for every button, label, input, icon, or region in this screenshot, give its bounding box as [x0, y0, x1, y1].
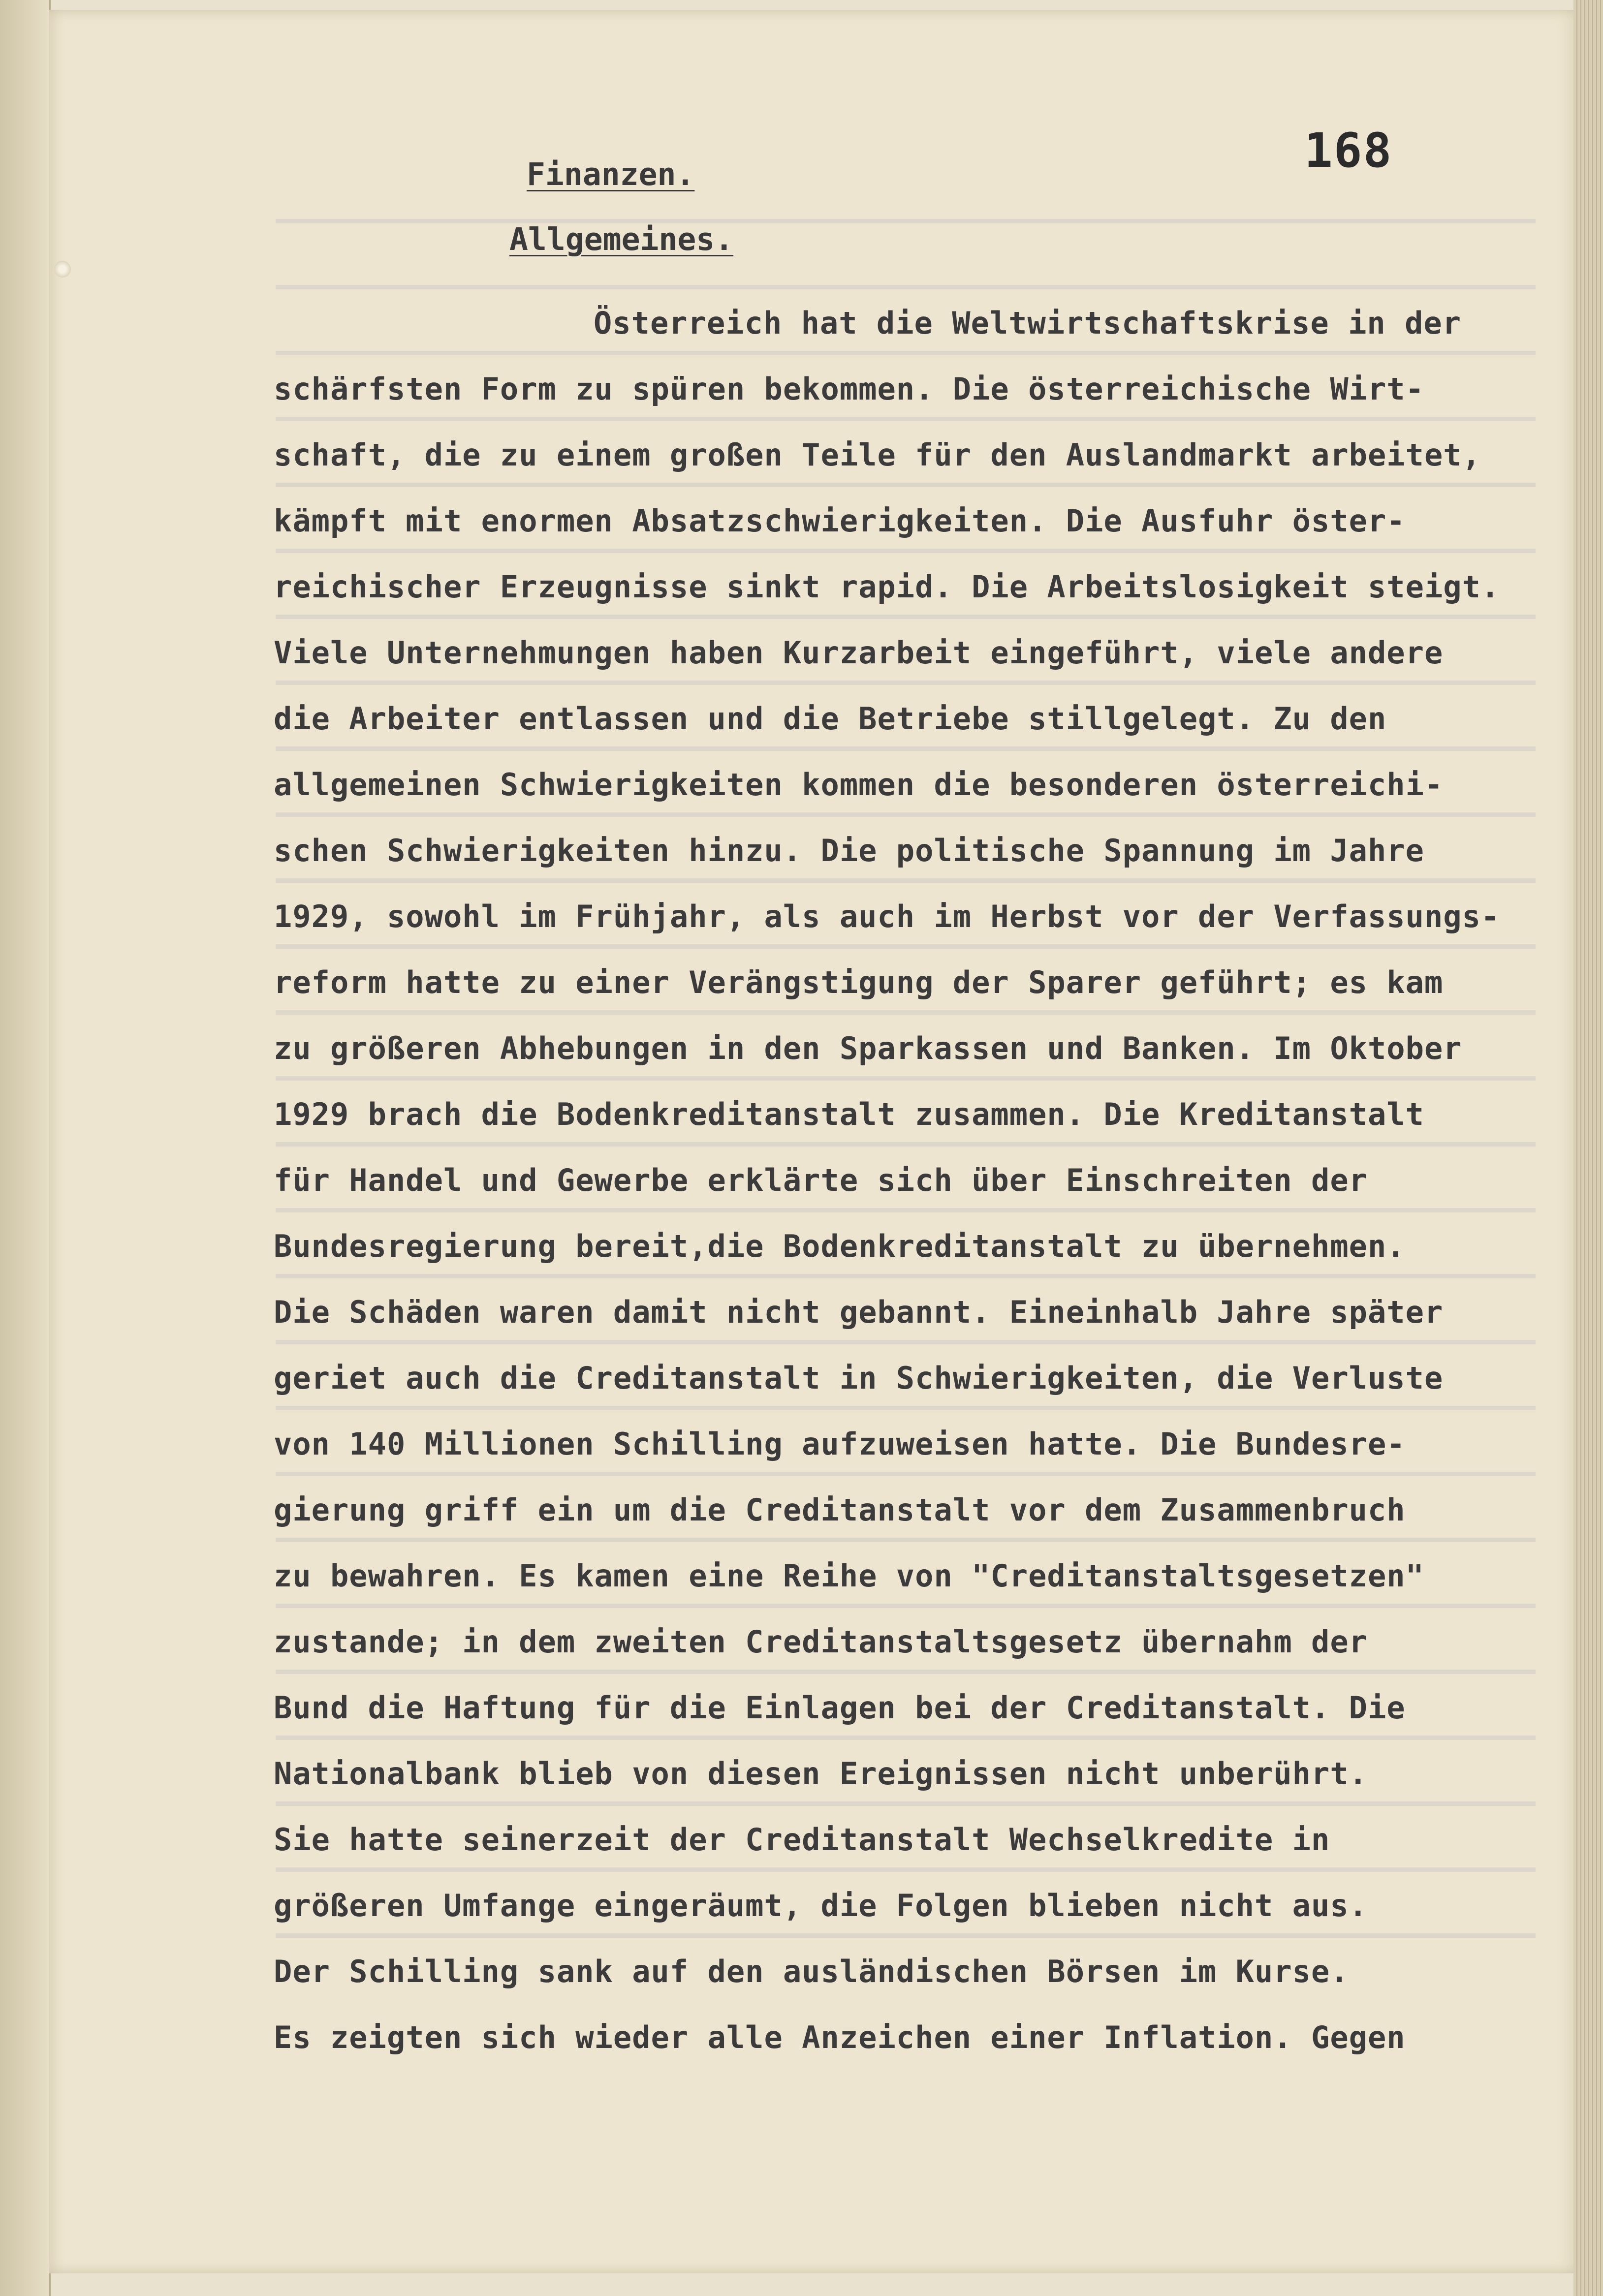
text-line: für Handel und Gewerbe erklärte sich über Einschreiten der — [274, 1162, 1368, 1198]
text-line: kämpft mit enormen Absatzschwierigkeiten. Die Ausfuhr öster- — [274, 503, 1406, 539]
text-line: zustande; in dem zweiten Creditanstaltsgesetz übernahm der — [274, 1624, 1368, 1660]
text-line: von 140 Millionen Schilling aufzuweisen hatte. Die Bundesre- — [274, 1426, 1406, 1462]
text-line: die Arbeiter entlassen und die Betriebe stillgelegt. Zu den — [274, 701, 1387, 737]
text-line: gierung griff ein um die Creditanstalt vor dem Zusammenbruch — [274, 1492, 1406, 1528]
text-line: Die Schäden waren damit nicht gebannt. Eineinhalb Jahre später — [274, 1294, 1444, 1330]
punch-hole — [54, 261, 71, 278]
text-line: Sie hatte seinerzeit der Creditanstalt Wechselkredite in — [274, 1822, 1330, 1858]
page-number: 168 — [1304, 123, 1393, 178]
text-line: Bundesregierung bereit,die Bodenkreditanstalt zu übernehmen. — [274, 1228, 1406, 1264]
text-line: Nationalbank blieb von diesen Ereignissen nicht unberührt. — [274, 1756, 1368, 1792]
text-line: zu bewahren. Es kamen eine Reihe von "Creditanstaltsgesetzen" — [274, 1558, 1424, 1594]
text-line: zu größeren Abhebungen in den Sparkassen und Banken. Im Oktober — [274, 1030, 1462, 1066]
text-line: schaft, die zu einem großen Teile für den Auslandmarkt arbeitet, — [274, 437, 1481, 473]
text-line: Viele Unternehmungen haben Kurzarbeit eingeführt, viele andere — [274, 635, 1444, 671]
text-line: reichischer Erzeugnisse sinkt rapid. Die Arbeitslosigkeit steigt. — [274, 569, 1500, 605]
text-line: 1929 brach die Bodenkreditanstalt zusammen. Die Kreditanstalt — [274, 1096, 1424, 1132]
text-line: größeren Umfange eingeräumt, die Folgen blieben nicht aus. — [274, 1888, 1368, 1924]
text-line: reform hatte zu einer Verängstigung der Sparer geführt; es kam — [274, 964, 1444, 1000]
text-line: Der Schilling sank auf den ausländischen Börsen im Kurse. — [274, 1954, 1349, 1989]
text-line: schen Schwierigkeiten hinzu. Die politische Spannung im Jahre — [274, 833, 1424, 869]
typewritten-body — [274, 290, 1583, 2071]
text-line: Österreich hat die Weltwirtschaftskrise in der — [594, 305, 1462, 341]
text-line: 1929, sowohl im Frühjahr, als auch im Herbst vor der Verfassungs- — [274, 899, 1500, 934]
section-heading: Finanzen. — [527, 156, 695, 192]
text-line: allgemeinen Schwierigkeiten kommen die besonderen österreichi- — [274, 767, 1444, 803]
text-line: Es zeigten sich wieder alle Anzeichen einer Inflation. Gegen — [274, 2019, 1406, 2055]
text-line: schärfsten Form zu spüren bekommen. Die österreichische Wirt- — [274, 371, 1424, 407]
text-line: Bund die Haftung für die Einlagen bei der Creditanstalt. Die — [274, 1690, 1406, 1726]
book-binding — [0, 0, 51, 2296]
subsection-heading: Allgemeines. — [509, 221, 734, 257]
text-line: geriet auch die Creditanstalt in Schwierigkeiten, die Verluste — [274, 1360, 1444, 1396]
